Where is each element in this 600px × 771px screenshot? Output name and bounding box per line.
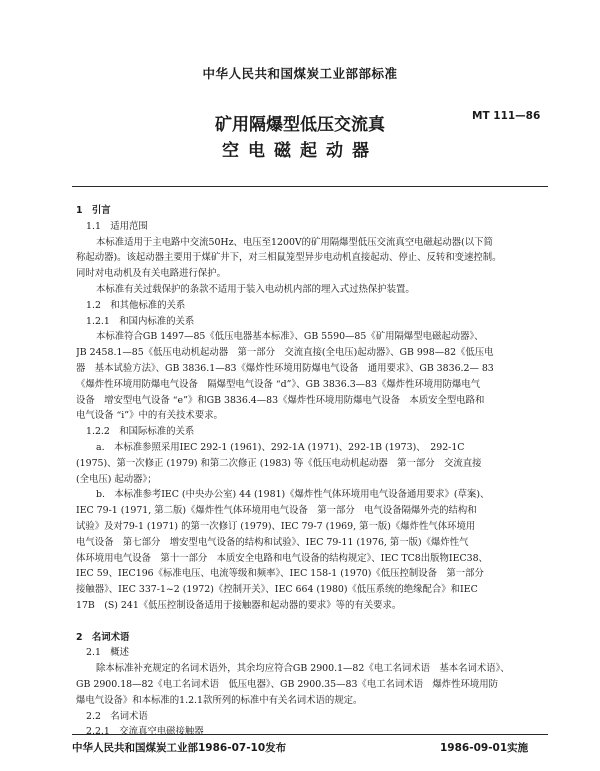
issuing-organization: 中华人民共和国煤炭工业部部标准 [202,66,398,81]
bottom-divider [72,734,548,735]
body-line: 同时对电动机及有关电路进行保护。 [76,268,227,280]
body-line: 2.2 名词术语 [86,710,148,722]
standard-code: MT 111—86 [472,110,541,122]
body-line: 设备 增安型电气设备 “e”》和GB 3836.4—83《爆炸性环境用防爆电气设备 本质安全型电路和 [76,394,485,406]
body-line: (全电压) 起动器》； [76,473,157,485]
section-heading: 1 引言 [76,205,111,216]
body-line: 1.2.2 和国际标准的关系 [86,426,195,438]
body-line: 体环境用电气设备 第十一部分 本质安全电路和电气设备的结构规定》、IEC TC8出版物IEC38、 [76,552,488,564]
body-line: GB 2900.18—82《电工名词术语 低压电器》、GB 2900.35—83《电工名词术语 爆炸性环境用防 [76,678,499,690]
body-line: JB 2458.1—85《低压电动机起动器 第一部分 交流直接(全电压)起动器》、GB 998—82《低压电 [76,347,494,359]
body-line: 1.2 和其他标准的关系 [86,299,186,311]
body-line: 2.1 概述 [86,647,130,659]
effective-date: 1986-09-01实施 [440,742,529,754]
body-line: (1975)、第一次修正 (1979) 和第二次修正 (1983) 等《低压电动机起动器 第一部分 交流直接 [76,457,482,469]
body-line: 本标准有关过载保护的条款不适用于装入电动机内部的埋入式过热保护装置。 [96,283,415,295]
body-line: 本标准符合GB 1497—85《低压电器基本标准》、GB 5590—85《矿用隔爆型电磁起动器》、 [96,331,484,343]
body-line: 本标准适用于主电路中交流50Hz、电压至1200V的矿用隔爆型低压交流真空电磁起动器(以下简 [96,236,493,248]
document-body [76,203,551,740]
body-line: 《爆炸性环境用防爆电气设备 隔爆型电气设备 “d”》、GB 3836.3—83《爆炸性环境用防爆电气 [76,378,481,390]
top-divider [72,186,548,187]
body-line: 1.2.1 和国内标准的关系 [86,315,195,327]
body-line: 1.1 适用范围 [86,220,148,232]
body-line: a. 本标准参照采用IEC 292-1 (1961)、292-1A (1971)、292-1B (1973)、 292-1C [96,441,465,453]
body-line: 称起动器)。该起动器主要用于煤矿井下，对三相鼠笼型异步电动机直接起动、停止、反转和变速控制。 [76,252,502,264]
body-line: 爆电气设备》和本标准的1.2.1款所列的标准中有关名词术语的规定。 [76,694,363,706]
body-line: IEC 79-1 (1971, 第二版)《爆炸性气体环境用电气设备 第一部分 电气设备隔爆外壳的结构和 [76,505,477,517]
body-line: 电气设备 第七部分 增安型电气设备的结构和试验》、IEC 79-11 (1976, 第一版)《爆炸性气 [76,536,469,548]
document-title-line-2: 空电磁起动器 [222,141,378,161]
body-line: 17B (S) 241《低压控制设备适用于接触器和起动器的要求》等的有关要求。 [76,599,402,611]
issue-date: 中华人民共和国煤炭工业部1986-07-10发布 [72,742,287,754]
body-line: 接触器》、IEC 337-1~2 (1972)《控制开关》、IEC 664 (1980)《低压系统的绝缘配合》和IEC [76,584,478,596]
body-line: 2.2.1 交流真空电磁接触器 [86,726,204,738]
body-line: 电气设备 “i”》中的有关技术要求。 [76,410,223,422]
document-title-line-1: 矿用隔爆型低压交流真 [215,115,385,135]
body-line: 除本标准补充规定的名词术语外，其余均应符合GB 2900.1—82《电工名词术语 基本名词术语》、 [96,663,510,675]
body-line: IEC 59、IEC196《标准电压、电流等级和频率》、IEC 158-1 (1970)《低压控制设备 第一部分 [76,568,484,580]
body-line [76,614,551,630]
section-heading: 2 名词术语 [76,631,130,643]
body-line: b. 本标准参考IEC (中央办公室) 44 (1981)《爆炸性气体环境用电气设备通用要求》(草案)、 [96,489,490,501]
body-line: 试验》及对79-1 (1971) 的第一次修订 (1979)、IEC 79-7 (1969, 第一版)《爆炸性气体环境用 [76,520,476,532]
body-line: 器 基本试验方法》、GB 3836.1—83《爆炸性环境用防爆电气设备 通用要求》、GB 3836.2— 83 [76,362,494,374]
